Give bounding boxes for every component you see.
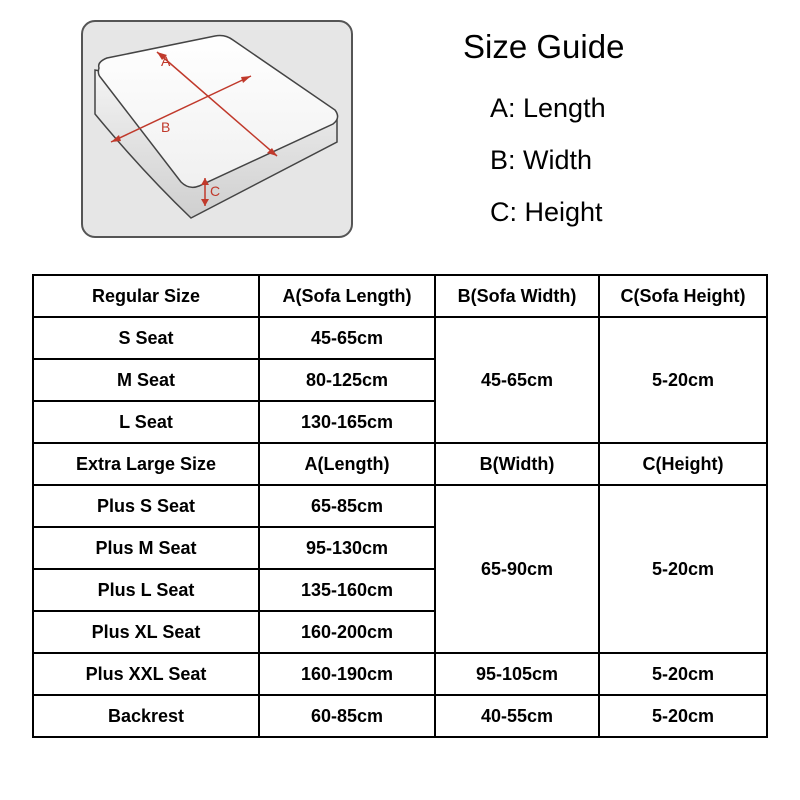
header-extra-large-size: Extra Large Size [33, 443, 259, 485]
row-width: 95-105cm [435, 653, 599, 695]
size-guide-legend [490, 90, 606, 246]
legend-width: B: Width [490, 145, 593, 175]
row-name: Plus S Seat [33, 485, 259, 527]
table-row [33, 317, 767, 359]
row-name: S Seat [33, 317, 259, 359]
legend-height: C: Height [490, 197, 603, 227]
xl-height: 5-20cm [599, 485, 767, 653]
row-length: 65-85cm [259, 485, 435, 527]
legend-length: A: Length [490, 93, 606, 123]
row-height: 5-20cm [599, 653, 767, 695]
row-length: 45-65cm [259, 317, 435, 359]
row-length: 135-160cm [259, 569, 435, 611]
size-guide-title: Size Guide [463, 28, 625, 65]
header-sofa-width: B(Sofa Width) [435, 275, 599, 317]
row-name: Plus M Seat [33, 527, 259, 569]
header-length: A(Length) [259, 443, 435, 485]
cushion-top [98, 36, 337, 188]
regular-header-row [33, 275, 767, 317]
row-name: L Seat [33, 401, 259, 443]
row-name: Plus XXL Seat [33, 653, 259, 695]
header-sofa-height: C(Sofa Height) [599, 275, 767, 317]
table-row [33, 485, 767, 527]
row-height: 5-20cm [599, 695, 767, 737]
xl-header-row [33, 443, 767, 485]
regular-height: 5-20cm [599, 317, 767, 443]
header-height: C(Height) [599, 443, 767, 485]
row-width: 40-55cm [435, 695, 599, 737]
header-sofa-length: A(Sofa Length) [259, 275, 435, 317]
header-width: B(Width) [435, 443, 599, 485]
label-b: B [161, 119, 171, 135]
row-length: 60-85cm [259, 695, 435, 737]
row-length: 130-165cm [259, 401, 435, 443]
label-c: C [210, 183, 221, 199]
row-length: 80-125cm [259, 359, 435, 401]
size-table [32, 274, 768, 738]
cushion-illustration [83, 22, 353, 238]
row-length: 160-190cm [259, 653, 435, 695]
cushion-diagram [81, 20, 353, 238]
label-a: A [161, 53, 171, 69]
row-name: Backrest [33, 695, 259, 737]
regular-width: 45-65cm [435, 317, 599, 443]
table-row [33, 695, 767, 737]
row-name: M Seat [33, 359, 259, 401]
header-regular-size: Regular Size [33, 275, 259, 317]
row-name: Plus L Seat [33, 569, 259, 611]
row-length: 95-130cm [259, 527, 435, 569]
row-length: 160-200cm [259, 611, 435, 653]
xl-width: 65-90cm [435, 485, 599, 653]
table-row [33, 653, 767, 695]
row-name: Plus XL Seat [33, 611, 259, 653]
